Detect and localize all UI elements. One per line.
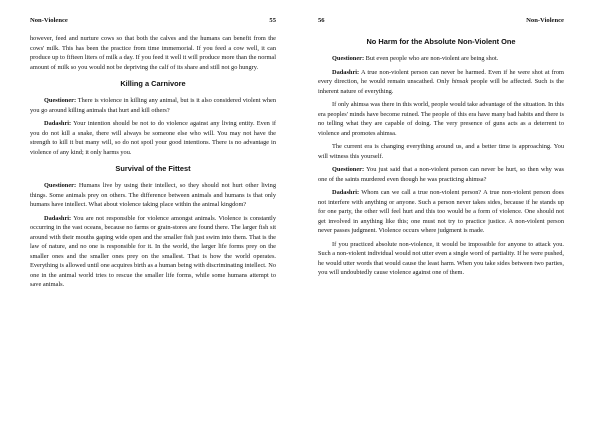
dialogue-text: You are not responsible for violence amongst animals. Violence is constantly occurring in the vast oceans, because no farms or grain-stores are found there. The larger fish sit around with their mouths gaping wide open and the smaller fish just swim into them. That is the law of nature, and no one is responsible for it. In the world, the larger life forms prey on the smaller ones and the smaller ones prey on the smallest. That is how the world operates. Everything is allowed until one acquires birth as a human being with discriminating intellect. No one in the animal world tries to rescue the smaller life forms, while some humans attempt to save animals.	[30, 214, 276, 288]
paragraph: If only ahimsa was there in this world, people would take advantage of the situation. In this era peoples' minds have become ruined. The people of this era have many bad habits and there is no telling what they are capable of doing. The very presence of guns acts as a deterrent to violence and promotes ahimsa.	[318, 101, 564, 137]
speaker-label: Questioner:	[44, 182, 77, 189]
paragraph	[318, 188, 564, 236]
paragraph: however, feed and nurture cows so that both the calves and the humans can benefit from the cows' milk. This has been the practice from time immemorial. If you feed a cow well, it can produce up to fifteen liters of milk a day. If you feed it well it will produce more than the normal amount of milk so you would not be depriving the calf of its share and still not go hungry.	[30, 35, 276, 71]
paragraph	[30, 181, 276, 210]
paragraph	[30, 96, 276, 115]
italic-term: hinsak	[451, 78, 469, 85]
dialogue-text: A true non-violent person can never be harmed. Even if he were shot at from every direction, he would remain unscathed. Only	[318, 68, 564, 85]
speaker-label: Dadashri:	[332, 68, 360, 76]
paragraph	[318, 54, 564, 64]
page-body	[318, 34, 564, 282]
running-title: Non-Violence	[30, 17, 68, 24]
left-page	[30, 0, 276, 423]
paragraph	[30, 119, 276, 157]
page-number: 56	[318, 17, 325, 24]
section-heading: No Harm for the Absolute Non-Violent One	[366, 37, 516, 46]
section-heading: Survival of the Fittest	[115, 164, 191, 173]
dialogue-text: Whom can we call a true non-violent person? A true non-violent person does not interfere with anything or anyone. Such a person never takes sides, because if he stands up for one party, the other will feel hurt and this too would be a form of violence. One should not get involved in anything like this; one must not try to practice justice. A non-violent person never passes judgment. Violence occurs where judgment is made.	[318, 189, 564, 234]
speaker-label: Questioner:	[332, 55, 365, 62]
paragraph	[318, 68, 564, 97]
speaker-label: Dadashri:	[44, 120, 72, 127]
paragraph	[318, 165, 564, 184]
section-heading: Killing a Carnivore	[120, 79, 186, 88]
speaker-label: Dadashri:	[44, 214, 72, 222]
speaker-label: Dadashri:	[332, 189, 360, 196]
page-body	[30, 34, 276, 294]
right-page	[318, 0, 564, 423]
dialogue-text: Your intention should be not to do violence against any living entity. Even if you do not kill a snake, there will always be someone else who will. You may not have the strength to kill it but many will, so do not spoil your good intentions. There is no advantage in violence of any kind; it only harms you.	[30, 120, 276, 156]
page-number: 55	[269, 17, 276, 24]
paragraph: The current era is changing everything around us, and a better time is approaching. You will witness this yourself.	[318, 143, 564, 160]
paragraph: If you practiced absolute non-violence, it would be impossible for anyone to attack you. Such a non-violent individual would not utter even a single word of partiality. If he were pushed, he would utter words that would cause the least harm. When you take sides between two parties, you will undoubtedly cause violence against one of them.	[318, 240, 564, 276]
dialogue-text: But even people who are non-violent are being shot.	[364, 55, 499, 62]
speaker-label: Questioner:	[44, 97, 77, 104]
dialogue-text: people will be affected. Such is the inherent nature of everything.	[318, 78, 564, 95]
paragraph	[30, 214, 276, 290]
speaker-label: Questioner:	[332, 166, 365, 173]
dialogue-text: There is violence in killing any animal, but is it also considered violent when you go around killing animals that hurt and kill others?	[30, 97, 276, 114]
dialogue-text: You just said that a non-violent person can never be hurt, so then why was one of the saints murdered even though he was practicing ahimsa?	[318, 166, 564, 183]
running-title: Non-Violence	[526, 17, 564, 24]
dialogue-text: Humans live by using their intellect, so they should not hurt other living things. Some animals prey on others. The difference between animals and humans is that only humans have intellect. What about violence taking place within the animal kingdom?	[30, 182, 276, 208]
